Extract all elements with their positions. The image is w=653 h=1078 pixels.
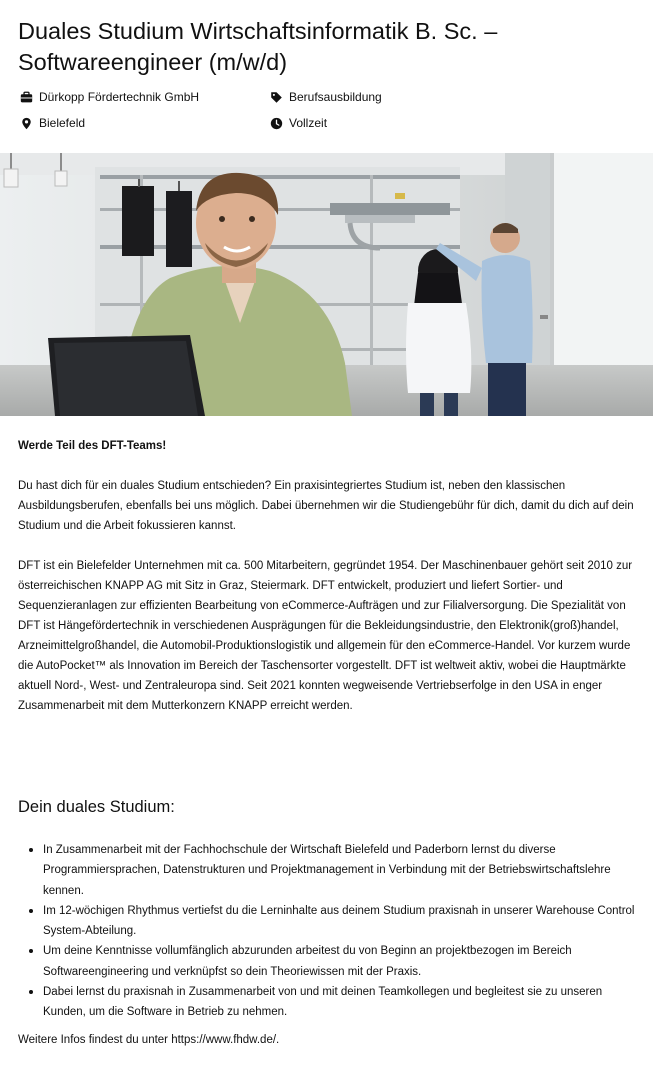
location-pin-icon	[20, 117, 33, 130]
category-row	[270, 90, 382, 104]
job-title: Duales Studium Wirtschaftsinformatik B. Sc. – Softwareengineer (m/w/d)	[18, 18, 498, 75]
briefcase-icon	[20, 91, 33, 104]
employment-type-row	[270, 116, 327, 130]
employment-type: Vollzeit	[289, 116, 328, 130]
company-row	[20, 90, 199, 104]
intro-heading: Werde Teil des DFT-Teams!	[18, 440, 167, 452]
company-name: Dürkopp Fördertechnik GmbH	[39, 90, 200, 104]
job-description	[18, 436, 638, 716]
list-item: Dabei lernst du praxisnah in Zusammenarbeit von und mit deinen Teamkollegen und begleitest sie zu unseren Kunden, um die Software in Betrieb zu nehmen.	[18, 982, 638, 1023]
study-list	[18, 840, 638, 1023]
list-item: Im 12-wöchigen Rhythmus vertiefst du die Lerninhalte aus deinem Studium praxisnah in unserer Warehouse Control System-Abteilung.	[18, 901, 638, 942]
list-item: In Zusammenarbeit mit der Fachhochschule der Wirtschaft Bielefeld und Paderborn lernst du diverse Programmiersprachen, Datenstrukturen und Projektmanagement in Verbindung mit der Betriebswirtschaftslehre kennen.	[18, 840, 638, 901]
tag-icon	[270, 91, 283, 104]
intro-paragraph: Du hast dich für ein duales Studium entschieden? Ein praxisintegriertes Studium ist, neben den klassischen Ausbildungsberufen, ebenfalls bei uns möglich. Dabei übernehmen wir die Studiengebühr für dich, damit du dich auf dein Studium und die Arbeit fokussieren kannst.	[18, 480, 634, 532]
location-name: Bielefeld	[39, 116, 86, 130]
category-name: Berufsausbildung	[289, 90, 382, 104]
hero-photo-illustration	[0, 153, 653, 416]
location-row	[20, 116, 85, 130]
company-paragraph: DFT ist ein Bielefelder Unternehmen mit ca. 500 Mitarbeitern, gegründet 1954. Der Maschinenbauer gehört seit 2010 zur österreichischen KNAPP AG mit Sitz in Graz, Steiermark. DFT entwickelt, produziert und liefert Sortier- und Sequenzieranlagen zur effizienten Bearbeitung von eCommerce-Aufträgen und zur Filialversorgung. Die Spezialität von DFT ist Hängefördertechnik in verschiedenen Ausprägungen für die Bekleidungsindustrie, den Elektronik(groß)handel, Arzneimittelgroßhandel, die Automobil-Produktionslogistik und allgemein für den eCommerce-Handel. Vor kurzem wurde die AutoPocket™ als Innovation im Bereich der Taschensorter vorgestellt. DFT ist weltweit aktiv, wobei die Hauptmärkte aktuell Nord-, West- und Zentraleuropa sind. Seit 2021 konnten wegweisende Vertriebserfolge in den USA in enger Zusammenarbeit mit dem Mutterkonzern KNAPP erreicht werden.	[18, 560, 633, 712]
list-item: Um deine Kenntnisse vollumfänglich abzurunden arbeitest du von Beginn an projektbezogen im Bereich Softwareengineering und verknüpfst so dein Theoriewissen mit der Praxis.	[18, 941, 638, 982]
clock-icon	[270, 117, 283, 130]
more-info-note: Weitere Infos findest du unter https://www.fhdw.de/.	[18, 1034, 280, 1046]
study-heading: Dein duales Studium:	[18, 798, 175, 816]
hero-image	[0, 153, 653, 416]
